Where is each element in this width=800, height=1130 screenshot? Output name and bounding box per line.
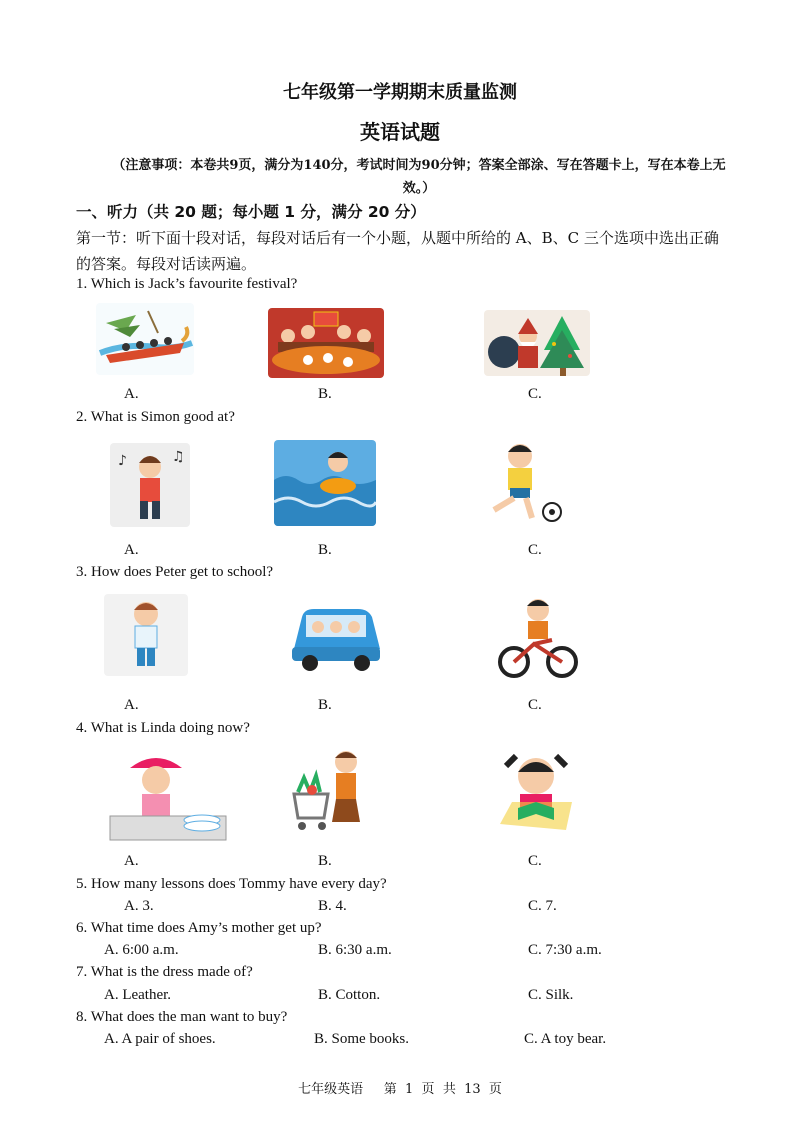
- question-7: 7. What is the dress made of?: [76, 964, 253, 980]
- q7-option-b[interactable]: B. Cotton.: [318, 987, 381, 1003]
- q2-option-a[interactable]: A.: [124, 542, 139, 558]
- question-5: 5. How many lessons does Tommy have every day?: [76, 876, 387, 892]
- q8-option-b[interactable]: B. Some books.: [314, 1031, 410, 1047]
- q4-option-a[interactable]: A.: [124, 853, 139, 869]
- exam-notice: （注意事项：本卷共9页，满分为140分，考试时间为90分钟；答案全部涂、写在答题卡上，写在本卷上无效。）: [112, 158, 726, 196]
- boy-football-image[interactable]: [480, 438, 566, 524]
- question-8: 8. What does the man want to buy?: [76, 1009, 288, 1025]
- family-dinner-image[interactable]: [268, 308, 384, 378]
- q6-option-c[interactable]: C. 7:30 a.m.: [528, 942, 602, 958]
- girl-washing-dishes-image[interactable]: [104, 750, 232, 846]
- question-1: 1. Which is Jack’s favourite festival?: [76, 276, 298, 292]
- q7-option-a[interactable]: A. Leather.: [104, 987, 172, 1003]
- q5-option-c[interactable]: C. 7.: [528, 898, 557, 914]
- exam-subtitle: 英语试题: [360, 120, 440, 144]
- girl-shopping-image[interactable]: [290, 746, 374, 844]
- q3-option-a[interactable]: A.: [124, 697, 139, 713]
- section-instruction: 第一节：听下面十段对话，每段对话后有一个小题，从题中所给的 A、B、C 三个选项中选出正确的答案。每段对话读两遍。: [76, 229, 719, 273]
- q2-option-b[interactable]: B.: [318, 542, 332, 558]
- dragon-boat-image[interactable]: [96, 303, 194, 375]
- question-2: 2. What is Simon good at?: [76, 409, 235, 425]
- q5-option-b[interactable]: B. 4.: [318, 898, 347, 914]
- q3-option-c[interactable]: C.: [528, 697, 542, 713]
- question-6: 6. What time does Amy’s mother get up?: [76, 920, 322, 936]
- q4-option-c[interactable]: C.: [528, 853, 542, 869]
- q1-option-b[interactable]: B.: [318, 386, 332, 402]
- q3-option-b[interactable]: B.: [318, 697, 332, 713]
- section-heading: 一、听力（共 20 题；每小题 1 分，满分 20 分）: [76, 203, 426, 221]
- q6-option-b[interactable]: B. 6:30 a.m.: [318, 942, 392, 958]
- page-footer: 七年级英语 第 1 页 共 13 页: [298, 1082, 502, 1097]
- girl-reading-image[interactable]: [492, 746, 580, 836]
- family-car-image[interactable]: [288, 599, 384, 677]
- q8-option-a[interactable]: A. A pair of shoes.: [104, 1031, 216, 1047]
- question-4: 4. What is Linda doing now?: [76, 720, 250, 736]
- q8-option-c[interactable]: C. A toy bear.: [524, 1031, 607, 1047]
- q2-option-c[interactable]: C.: [528, 542, 542, 558]
- q6-option-a[interactable]: A. 6:00 a.m.: [104, 942, 179, 958]
- svg-text:♫: ♫: [172, 449, 185, 465]
- q1-option-c[interactable]: C.: [528, 386, 542, 402]
- question-3: 3. How does Peter get to school?: [76, 564, 274, 580]
- q4-option-b[interactable]: B.: [318, 853, 332, 869]
- q1-option-a[interactable]: A.: [124, 386, 139, 402]
- svg-text:♪: ♪: [118, 453, 127, 469]
- boy-swimming-image[interactable]: [274, 440, 376, 526]
- boy-walking-image[interactable]: [104, 594, 188, 676]
- boy-bike-image[interactable]: [498, 594, 578, 682]
- christmas-image[interactable]: [484, 310, 590, 376]
- boy-singing-image[interactable]: [110, 443, 190, 527]
- q5-option-a[interactable]: A. 3.: [124, 898, 154, 914]
- q7-option-c[interactable]: C. Silk.: [528, 987, 574, 1003]
- exam-title: 七年级第一学期期末质量监测: [283, 82, 517, 103]
